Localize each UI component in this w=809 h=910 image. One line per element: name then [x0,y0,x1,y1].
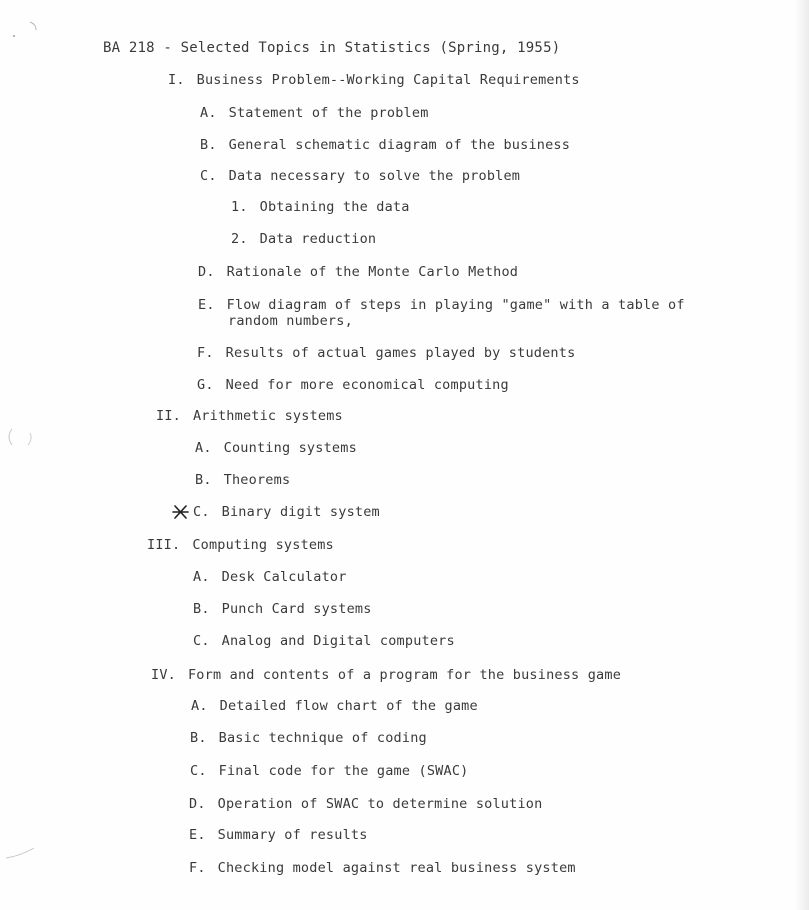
section-heading-3 [147,537,334,553]
item-text: Binary digit system [221,504,380,520]
list-item [193,633,455,649]
list-item [197,345,575,361]
section-heading-text: Computing systems [192,537,334,553]
item-text: Analog and Digital computers [221,633,455,649]
item-text: General schematic diagram of the business [228,137,571,153]
item-text: Rationale of the Monte Carlo Method [226,264,519,280]
item-letter: D. [198,264,215,280]
list-item-marked [171,504,380,520]
subitem-number: 1. [231,199,248,215]
item-letter: F. [197,345,214,361]
scan-speck-left-middle-icon [2,425,38,455]
item-letter: C. [193,504,210,520]
item-text: Counting systems [223,440,357,456]
list-subitem [231,199,410,215]
item-letter: A. [193,569,210,585]
item-letter: F. [189,860,206,876]
item-text: Results of actual games played by students [225,345,576,361]
section-heading-2 [156,408,343,424]
item-text: Need for more economical computing [225,377,509,393]
item-text: Final code for the game (SWAC) [218,763,469,779]
item-text: Operation of SWAC to determine solution [217,796,543,812]
list-item [195,440,357,456]
item-text: Flow diagram of steps in playing "game" with a table of [226,297,685,313]
item-text: Punch Card systems [221,601,372,617]
list-item [189,827,368,843]
list-item [190,763,469,779]
list-item [198,264,518,280]
scan-speck-top-left-icon [8,18,38,48]
page-edge-shadow [795,0,809,910]
item-text: Summary of results [217,827,368,843]
scan-speck-bottom-left-icon [2,840,38,862]
section-heading-text: Arithmetic systems [192,408,343,424]
item-text: Theorems [223,472,291,488]
list-item [195,472,290,488]
item-letter: E. [189,827,206,843]
section-heading-text: Form and contents of a program for the business game [187,667,622,683]
item-letter: A. [191,698,208,714]
section-heading-1 [168,72,580,88]
section-heading-4 [151,667,621,683]
subitem-text: Data reduction [259,231,377,247]
item-letter: A. [195,440,212,456]
document-title: BA 218 - Selected Topics in Statistics (Spring, 1955) [103,40,561,56]
item-text: Statement of the problem [228,105,429,121]
list-item [200,137,570,153]
item-letter: C. [190,763,207,779]
item-letter: G. [197,377,214,393]
item-letter: C. [193,633,210,649]
list-item [193,601,372,617]
item-letter: B. [195,472,212,488]
list-item-wrapped [198,297,685,313]
item-letter: B. [200,137,217,153]
list-item [200,105,429,121]
item-text: Detailed flow chart of the game [219,698,478,714]
section-numeral: II. [156,408,181,424]
subitem-number: 2. [231,231,248,247]
item-text: Checking model against real business system [217,860,576,876]
list-item [197,377,509,393]
list-subitem [231,231,376,247]
section-numeral: IV. [151,667,176,683]
list-item [189,860,576,876]
list-item [190,730,427,746]
item-text: Data necessary to solve the problem [228,168,521,184]
item-continuation: random numbers, [228,313,353,329]
list-item [189,796,542,812]
list-item [191,698,478,714]
subitem-text: Obtaining the data [259,199,410,215]
item-letter: A. [200,105,217,121]
list-item [193,569,347,585]
item-letter: E. [198,297,215,313]
section-numeral: I. [168,72,185,88]
item-text: Basic technique of coding [218,730,427,746]
section-numeral: III. [147,537,181,553]
item-letter: B. [193,601,210,617]
section-heading-text: Business Problem--Working Capital Requirements [196,72,580,88]
asterisk-mark-icon [171,504,189,520]
item-letter: B. [190,730,207,746]
item-letter: C. [200,168,217,184]
item-letter: D. [189,796,206,812]
item-text: Desk Calculator [221,569,347,585]
list-item [200,168,520,184]
